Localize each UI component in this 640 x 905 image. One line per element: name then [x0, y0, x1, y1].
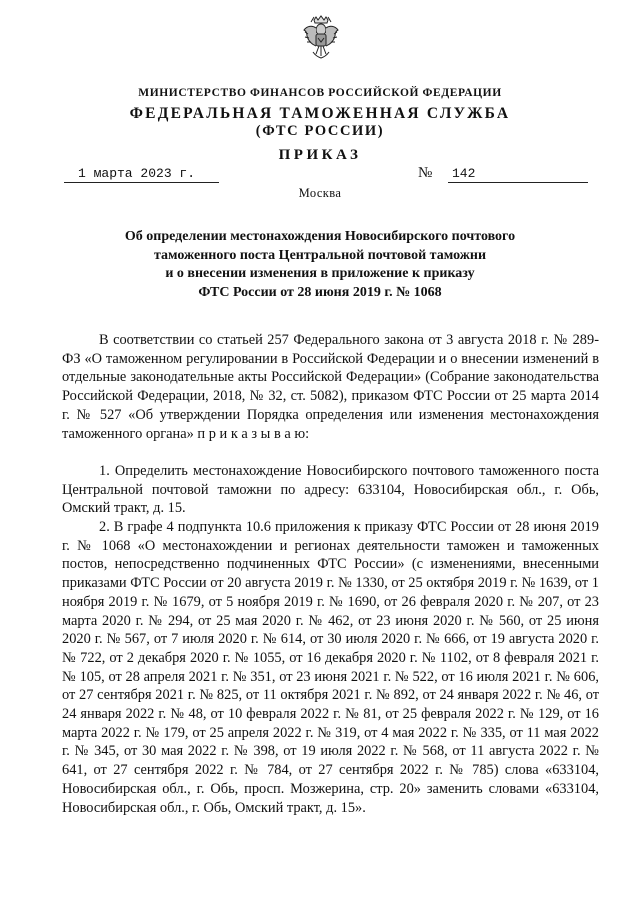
- order-date-field: [64, 167, 219, 183]
- service-name: ФЕДЕРАЛЬНАЯ ТАМОЖЕННАЯ СЛУЖБА: [129, 105, 511, 122]
- title-line: и о внесении изменения в приложение к приказу: [165, 266, 475, 281]
- number-sign: №: [418, 165, 433, 181]
- city-name: Москва: [298, 186, 342, 200]
- item-2-paragraph: [62, 518, 599, 817]
- ministry-name: МИНИСТЕРСТВО ФИНАНСОВ РОССИЙСКОЙ ФЕДЕРАЦИИ: [138, 87, 502, 99]
- coat-of-arms-icon: [301, 14, 341, 64]
- item-2-text: 2. В графе 4 подпункта 10.6 приложения к приказу ФТС России от 28 июня 2019 г. № 1068 «О местонахождении и регионах деятельности таможен и таможенных постов, непосредственно подчиненных ФТС России» (с изменениями, внесенными приказами ФТС России от 20 августа 2019 г. № 1330, от 25 октября 2019 г. № 1639, от 1 ноября 2019 г. № 1679, от 5 ноября 2019 г. № 1690, от 26 февраля 2020 г. № 207, от 23 марта 2020 г. № 294, от 25 мая 2020 г. № 462, от 23 июня 2020 г. № 560, от 25 июня 2020 г. № 567, от 7 июля 2020 г. № 614, от 30 июля 2020 г. № 666, от 19 августа 2020 г. № 722, от 2 декабря 2020 г. № 1055, от 16 декабря 2020 г. № 1102, от 8 февраля 2021 г. № 105, от 28 апреля 2021 г. № 351, от 23 июня 2021 г. № 522, от 16 июля 2021 г. № 606, от 27 сентября 2021 г. № 825, от 11 октября 2021 г. № 892, от 24 января 2022 г. № 46, от 24 января 2022 г. № 48, от 10 февраля 2022 г. № 81, от 25 февраля 2022 г. № 129, от 16 марта 2022 г. № 179, от 25 апреля 2022 г. № 319, от 4 мая 2022 г. № 335, от 11 мая 2022 г. № 345, от 30 мая 2022 г. № 398, от 19 июля 2022 г. № 568, от 11 августа 2022 г. № 641, от 27 сентября 2022 г. № 784, от 27 сентября 2022 г. № 785) слова «633104, Новосибирская обл., г. Обь, просп. Мозжерина, стр. 20» заменить словами «633104, Новосибирская обл., г. Обь, Омский тракт, д. 15».: [62, 519, 599, 816]
- document-title: [100, 228, 540, 302]
- order-date: 1 марта 2023 г.: [78, 166, 196, 181]
- document-type: ПРИКАЗ: [278, 147, 362, 163]
- title-line: таможенного поста Центральной почтовой таможни: [153, 247, 487, 263]
- preamble-paragraph: [62, 331, 599, 443]
- title-line: Об определении местонахождения Новосибирского почтового: [124, 229, 516, 244]
- item-1-text: 1. Определить местонахождение Новосибирского почтового таможенного поста Центральной почтовой таможни по адресу: 633104, Новосибирская обл., г. Обь, Омский тракт, д. 15.: [62, 463, 599, 517]
- service-short-name: (ФТС РОССИИ): [255, 123, 385, 139]
- order-number-field: [448, 167, 588, 183]
- title-line: ФТС России от 28 июня 2019 г. № 1068: [198, 284, 442, 300]
- item-1-paragraph: [62, 462, 599, 518]
- order-number: 142: [452, 166, 476, 181]
- preamble-text: В соответствии со статьей 257 Федерального закона от 3 августа 2018 г. № 289-ФЗ «О таможенном регулировании в Российской Федерации и о внесении изменений в отдельные законодательные акты Российской Федерации» (Собрание законодательства Российской Федерации, 2018, № 32, ст. 5082), приказом ФТС России от 25 марта 2014 г. № 527 «Об утверждении Порядка определения или изменения местонахождения таможенного органа» п р и к а з ы в а ю:: [62, 332, 599, 442]
